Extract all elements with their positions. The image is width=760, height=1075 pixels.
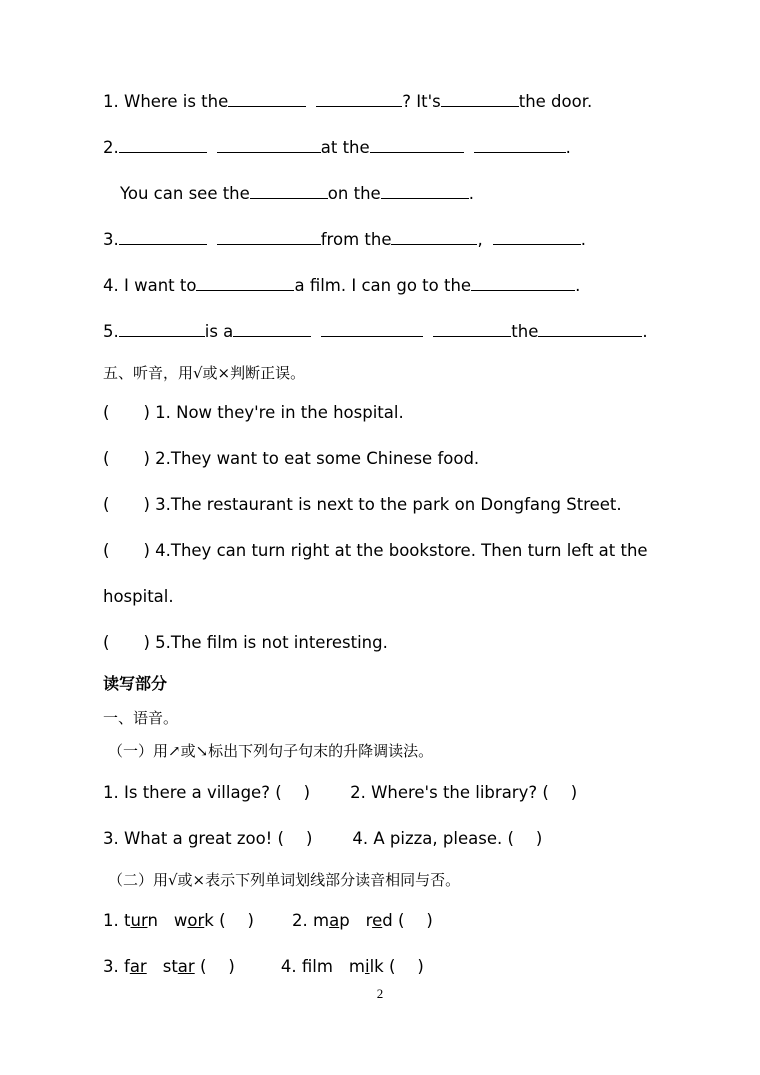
sub1-title: （一）用↗或↘标出下列句子句末的升降调读法。 [108, 742, 434, 760]
word-turn: turn [124, 911, 158, 930]
answer-blank[interactable] [538, 321, 642, 337]
item-text: 4.They can turn right at the bookstore. Then turn left at the [155, 541, 648, 560]
section5-item-3 [103, 494, 622, 516]
word-star: star [162, 957, 195, 976]
word-work: work [173, 911, 214, 930]
q5-text-c: . [642, 322, 648, 341]
sub2-row-2 [103, 956, 424, 978]
sub1-row-2 [103, 828, 542, 850]
q2-text-e: . [468, 184, 474, 203]
paren-close: ) [426, 911, 433, 930]
fill-in-q4 [103, 275, 580, 297]
item-number: 2. [291, 911, 308, 930]
word-far: far [124, 957, 147, 976]
answer-blank[interactable] [493, 229, 581, 245]
answer-blank[interactable] [119, 229, 207, 245]
paren-close: ) [143, 541, 150, 560]
paren-close: ) [303, 783, 311, 802]
answer-blank[interactable] [433, 321, 511, 337]
word-map: map [312, 911, 350, 930]
answer-blank[interactable] [441, 91, 519, 107]
paren-open: ( [103, 541, 110, 560]
answer-blank[interactable] [217, 229, 321, 245]
part1-title: 一、语音。 [103, 709, 179, 727]
answer-blank[interactable] [119, 137, 207, 153]
paren-close: ) [535, 829, 543, 848]
item-text: 5.The film is not interesting. [155, 633, 388, 652]
answer-blank[interactable] [471, 275, 575, 291]
paren-open: ( [103, 449, 110, 468]
q2-text-d: on the [327, 184, 381, 203]
item-number: 3. [103, 957, 119, 976]
q3-number: 3. [103, 230, 119, 249]
sub1-row-1 [103, 782, 577, 804]
paren-open: ( [103, 633, 110, 652]
item-text: 1. Now they're in the hospital. [155, 403, 404, 422]
fill-in-q3 [103, 229, 586, 251]
paren-open: ( [199, 957, 207, 976]
q2-text-a: at the [320, 138, 370, 157]
q4-number: 4. [103, 276, 119, 295]
paren-open: ( [397, 911, 405, 930]
word-milk: milk [348, 957, 384, 976]
paren-open: ( [219, 911, 226, 930]
fill-in-q2-cont [120, 183, 474, 205]
q2-text-c: You can see the [120, 184, 250, 203]
answer-blank[interactable] [391, 229, 477, 245]
answer-blank[interactable] [228, 91, 306, 107]
item-text: 2.They want to eat some Chinese food. [155, 449, 480, 468]
section5-item-4 [103, 540, 648, 562]
answer-blank[interactable] [233, 321, 311, 337]
q1-number: 1. [103, 92, 124, 111]
sentence: 1. Is there a village? ( [103, 783, 282, 802]
sentence: 4. A pizza, please. ( [352, 829, 514, 848]
answer-blank[interactable] [316, 91, 402, 107]
q2-number: 2. [103, 138, 119, 157]
section5-item-2 [103, 448, 479, 470]
section5-item-1 [103, 402, 404, 424]
answer-blank[interactable] [474, 137, 566, 153]
fill-in-q2 [103, 137, 571, 159]
q3-text-b: , [477, 230, 483, 249]
paren-open: ( [103, 495, 110, 514]
answer-blank[interactable] [381, 183, 469, 199]
section5-title: 五、听音，用√或×判断正误。 [103, 364, 306, 382]
answer-blank[interactable] [217, 137, 321, 153]
answer-blank[interactable] [250, 183, 328, 199]
q5-number: 5. [103, 322, 119, 341]
fill-in-q1 [103, 91, 592, 113]
answer-blank[interactable] [321, 321, 423, 337]
section5-item-5 [103, 632, 388, 654]
paren-close: ) [143, 495, 150, 514]
q5-text-a: is a [204, 322, 234, 341]
paren-close: ) [305, 829, 313, 848]
q5-text-b: the [511, 322, 539, 341]
q1-text-a: Where is the [124, 92, 229, 111]
paren-close: ) [228, 957, 235, 976]
paren-close: ) [570, 783, 578, 802]
sub2-title: （二）用√或×表示下列单词划线部分读音相同与否。 [108, 871, 461, 889]
q1-text-b: ? It's [402, 92, 441, 111]
word-red: red [365, 911, 393, 930]
paren-close: ) [143, 633, 150, 652]
paren-close: ) [143, 403, 150, 422]
paren-open: ( [103, 403, 110, 422]
paren-close: ) [417, 957, 424, 976]
sub2-row-1 [103, 910, 433, 932]
q3-text-a: from the [320, 230, 392, 249]
q4-text-b: a film. I can go to the [294, 276, 472, 295]
reading-writing-heading: 读写部分 [103, 674, 168, 693]
paren-close: ) [247, 911, 254, 930]
section5-item-4-cont: hospital. [103, 587, 174, 606]
item-number: 1. [103, 911, 119, 930]
word-film: flm [301, 957, 333, 976]
q1-text-c: the door. [518, 92, 593, 111]
sentence: 3. What a great zoo! ( [103, 829, 284, 848]
q4-text-a: I want to [124, 276, 197, 295]
item-text: 3.The restaurant is next to the park on Dongfang Street. [155, 495, 622, 514]
answer-blank[interactable] [370, 137, 464, 153]
q4-text-c: . [575, 276, 581, 295]
fill-in-q5 [103, 321, 648, 343]
answer-blank[interactable] [196, 275, 294, 291]
answer-blank[interactable] [119, 321, 205, 337]
q3-text-c: . [580, 230, 586, 249]
page-number: 2 [376, 986, 384, 1001]
paren-close: ) [143, 449, 150, 468]
paren-open: ( [388, 957, 396, 976]
sentence: 2. Where's the library? ( [350, 783, 549, 802]
q2-text-b: . [565, 138, 571, 157]
item-number: 4. [280, 957, 297, 976]
